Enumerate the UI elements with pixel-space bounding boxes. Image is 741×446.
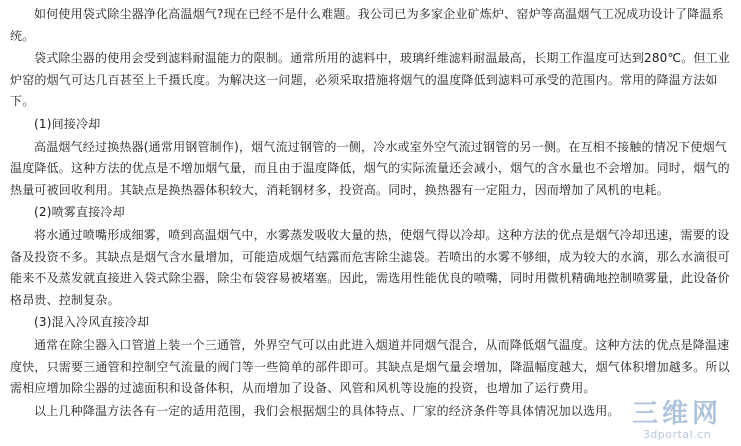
watermark-url: 3dportal.cn xyxy=(642,428,712,441)
filter-limit-paragraph: 袋式除尘器的使用会受到滤料耐温能力的限制。通常所用的滤料中，玻璃纤维滤料耐温最高，长期工作温度可达到280℃。但工业炉窑的烟气可达几百甚至上千摄氏度。为解决这一问题，必须采取措施将烟气的温度降低到滤料可承受的范围内。常用的降温方法如下。 xyxy=(10,51,730,109)
cold-air-cooling-paragraph: 通常在除尘器入口管道上装一个三通管，外界空气可以由此进入烟道并同烟气混合，从而降低烟气温度。这种方法的优点是降温速度快，只需要三通管和控制空气流量的阀门等一些简单的部件即可。其缺点是烟气量会增加，降温幅度越大，烟气体积增加越多。所以需相应增加除尘器的过滤面积和设备体积，从而增加了设备、风管和风机等设施的投资，也增加了运行费用。 xyxy=(10,337,730,396)
section-heading-spray-cooling: (2)喷雾直接冷却 xyxy=(34,205,125,220)
conclusion-paragraph: 以上几种降温方法各有一定的适用范围，我们会根据烟尘的具体特点、厂家的经济条件等具体情况加以选用。 xyxy=(34,403,620,418)
spray-cooling-paragraph: 将水通过喷嘴形成细雾，喷到高温烟气中，水雾蒸发吸收大量的热，使烟气得以冷却。这种方法的优点是烟气冷却迅速，需要的设备及投资不多。其缺点是烟气含水量增加，可能造成烟气结露而危害除尘滤袋。若喷出的水雾不够细，成为较大的水滴，那么水滴很可能来不及蒸发就直接进入袋式除尘器，除尘布袋容易被堵塞。因此，需选用性能优良的喷嘴，同时用微机精确地控制喷雾量，此设备价格昂贵、控制复杂。 xyxy=(10,227,730,307)
watermark-brand: 三维网 xyxy=(631,399,722,429)
indirect-cooling-paragraph: 高温烟气经过换热器(通常用钢管制作)，烟气流过钢管的一侧，冷水或室外空气流过钢管的另一侧。在互相不接触的情况下使烟气温度降低。这种方法的优点是不增加烟气量，而且由于温度降低，烟气的实际流量还会减小，烟气的含水量也不会增加。同时，烟气的热量可被回收利用。其缺点是换热器体积较大，消耗钢材多，投资高。同时，换热器有一定阻力，因而增加了风机的电耗。 xyxy=(10,139,730,197)
intro-paragraph: 如何使用袋式除尘器净化高温烟气?现在已经不是什么难题。我公司已为多家企业矿炼炉、窑炉等高温烟气工况成功设计了降温系统。 xyxy=(10,7,724,43)
watermark-logo xyxy=(617,400,737,444)
section-heading-indirect-cooling: (1)间接冷却 xyxy=(34,116,101,131)
section-heading-cold-air-cooling: (3)混入冷风直接冷却 xyxy=(34,315,150,330)
